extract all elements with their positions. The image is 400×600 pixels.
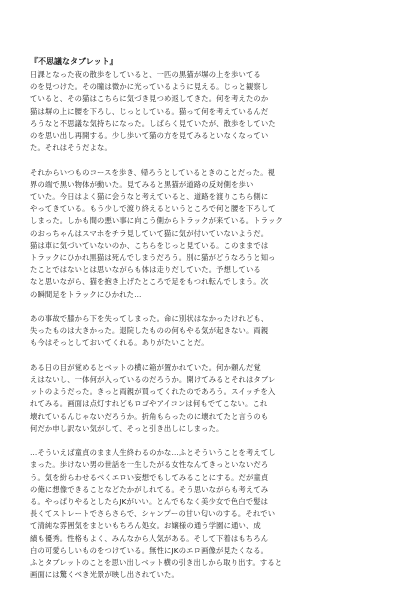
text-line: れてみる。画面は点灯すれどもロゴやアイコンは何もでてこない。これ [30, 399, 268, 409]
text-line: ていた。今日はよく猫に会うなと考えていると、道路を渡りこちら側に [30, 192, 269, 202]
text-line: のを思い出し再開する。少し歩いて猫の方を見てみるといなくなってい [30, 131, 269, 141]
paragraph [30, 362, 370, 435]
paragraph-gap [30, 154, 370, 166]
text-line: 何だか申し訳ない気がして、そっと引き出しにしまった。 [30, 423, 224, 433]
text-line: ある日の目が覚めるとベットの横に箱が置かれていた。何か頼んだ覚 [30, 362, 261, 372]
text-line: ろうなと不思議な気持ちになった。しばらく見ていたが、散歩をしていた [30, 118, 276, 128]
text-line: しまった。しかも間の悪い事に向こう側からトラックが来ている。トラック [30, 216, 283, 226]
story-title: 『不思議なタブレット』 [30, 57, 118, 66]
text-line: ふとタブレットのことを思い出しベット横の引き出しから取り出す。すると [30, 558, 283, 568]
text-line: 失ったものは大きかった。退院したものの何もやる気が起きない。両親 [30, 326, 269, 336]
text-line: やってきている。もう少しで渡り終えるというところで何と腰を下ろして [30, 204, 276, 214]
text-line: う。気を紛らわせるべくエロい妄想でもしてみることにする。だが童貞 [30, 472, 269, 482]
paragraph [30, 313, 370, 350]
paragraph [30, 167, 370, 301]
text-line: 白の可愛らしいものをつけている。無性にJKのエロ画像が見たくなる。 [30, 545, 269, 555]
document-page [30, 56, 370, 581]
paragraph-gap [30, 435, 370, 447]
text-line: も今はそっとしておいてくれる。ありがたいことだ。 [30, 338, 209, 348]
text-line: それからいつものコースを歩き、帰ろうとしているときのことだった。視 [30, 167, 276, 177]
paragraph-gap [30, 350, 370, 362]
text-line: トラックにひかれ黒猫は死んでしまうだろう。別に猫がどうなろうと知っ [30, 253, 276, 263]
text-line: まった。歩けない男の世話を一生したがる女性なんてきっといないだろ [30, 460, 269, 470]
text-line: ていると、その猫はこちらに気づき見つめ返してきた。何を考えたのか [30, 94, 269, 104]
paragraph-gap [30, 301, 370, 313]
text-line: の俺に想像できることなどたかがしれてる。そう思いながらも考えてみ [30, 484, 269, 494]
text-line: 長くてストレートでさらさらで、シャンプーの甘い匂いのする。それでい [30, 509, 276, 519]
text-line: 績も優秀。性格もよく、みんなから人気がある。そして下着はもちろん [30, 533, 269, 543]
text-line: のおっちゃんはスマホをチラ見していて猫に気が付いていないようだ。 [30, 228, 269, 238]
text-line: 日課となった夜の散歩をしていると、一匹の黒猫が塀の上を歩いてる [30, 70, 261, 79]
text-line: 壊れているんじゃないだろうか。折角もらったのに壊れてたと言うのも [30, 411, 269, 421]
paragraph [30, 447, 370, 581]
text-line: 猫は車に気づいていないのか、こちらをじっと見ている。このままでは [30, 240, 269, 250]
text-line: …そういえば童貞のまま人生終わるのかな…ふとそういうことを考えてし [30, 448, 276, 458]
paragraph [30, 69, 370, 154]
text-line: る。やっぱりやるとしたらJKがいい。とんでもなく美少女で色白で髪は [30, 497, 269, 507]
text-line: たことではないとは思いながらも体は走りだしていた。予想している [30, 265, 261, 275]
text-line: て清純な雰囲気をまといもちろん処女。お嬢様の通う学園に通い、成 [30, 521, 261, 531]
text-line: ットのようだった。きっと両親が買ってくれたのであろう。スイッチを入 [30, 387, 276, 397]
text-line: なと思いながら、猫を抱き上げたところで足をもつれ転んでしまう。次 [30, 277, 269, 287]
story-body [30, 69, 370, 581]
text-line: のを見つけた。その瞳は微かに光っているように見える。じっと観察し [30, 82, 269, 92]
text-line: の瞬間足をトラックにひかれた… [30, 289, 142, 299]
text-line: 界の端で黒い物体が動いた。見てみると黒猫が道路の反対側を歩い [30, 179, 254, 189]
text-line: あの事故で膝から下を失ってしまった。命に別状はなかったけれども、 [30, 314, 269, 324]
text-line: えはないし、一体何が入っているのだろうか。開けてみるとそれはタブレ [30, 375, 276, 385]
text-line: た。それはそうだよな。 [30, 143, 112, 153]
text-line: 猫は塀の上に腰を下ろし、じっとしている。猫って何を考えているんだ [30, 106, 269, 116]
text-line: 画面には驚くべき光景が映し出されていた。 [30, 570, 179, 580]
